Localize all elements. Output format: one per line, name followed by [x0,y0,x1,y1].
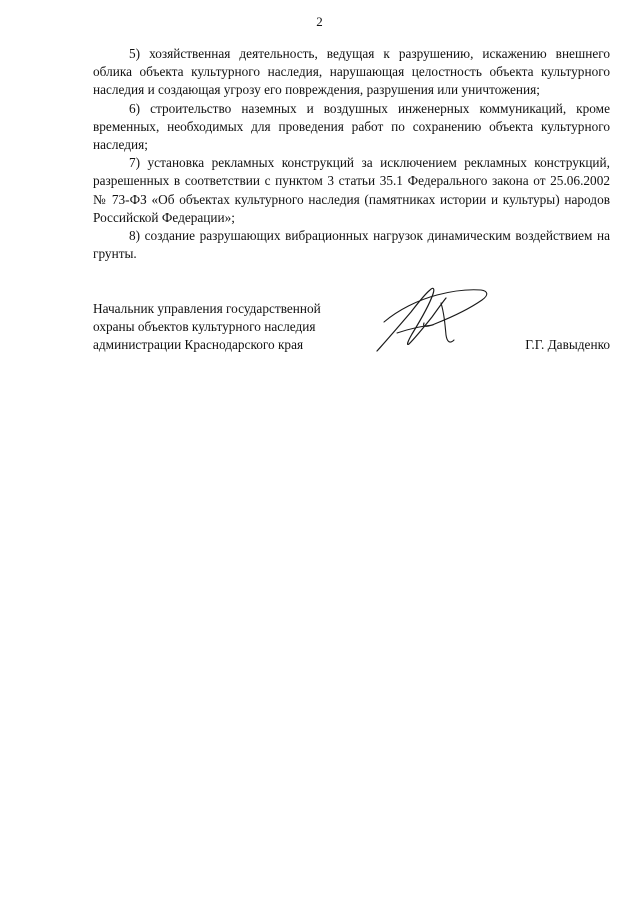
paragraph-item-7: 7) установка рекламных конструкций за исключением рекламных конструкций, разрешенных в соответствии с пунктом 3 статьи 35.1 Федерального закона от 25.06.2002 № 73-ФЗ «Об объектах культурного наследия (памятниках истории и культуры) народов Российской Федерации»; [93,155,610,225]
paragraph-item-6: 6) строительство наземных и воздушных инженерных коммуникаций, кроме временных, необходимых для проведения работ по сохранению объекта культурного наследия; [93,100,610,153]
paragraph-item-8: 8) создание разрушающих вибрационных нагрузок динамическим воздействием на грунты. [93,228,610,262]
signature-block [93,300,610,360]
signer-name: Г.Г. Давыденко [525,337,610,352]
paragraph-item-5: 5) хозяйственная деятельность, ведущая к разрушению, искажению внешнего облика объекта культурного наследия, нарушающая целостность объекта культурного наследия и создающая угрозу его повреждения, разрушения или уничтожения; [93,46,610,98]
signature-stroke [384,290,487,327]
signer-position [93,300,383,355]
signer-position-line: Начальник управления государственной [93,301,321,316]
handwritten-signature [373,282,493,356]
page-number: 2 [316,14,323,29]
document-body [93,45,610,263]
signer-position-line: охраны объектов культурного наследия [93,319,316,335]
signer-position-line: администрации Краснодарского края [93,337,304,353]
signature-stroke [441,303,454,342]
